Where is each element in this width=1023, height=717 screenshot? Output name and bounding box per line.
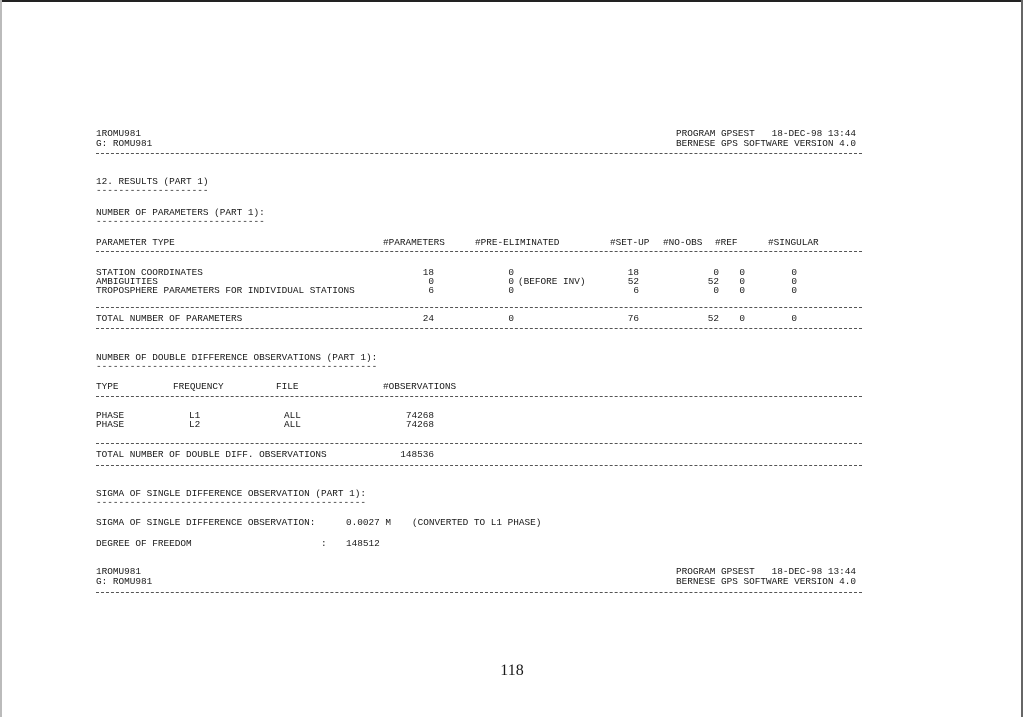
sigma-title-underline: ------------------------------------------------: [96, 497, 367, 508]
obs-total-count: 148536: [400, 449, 434, 460]
total-set-up: 76: [627, 313, 639, 324]
header-session: G: ROMU981: [96, 138, 153, 149]
footer-rule: [96, 592, 862, 593]
parameters-title-underline: ------------------------------: [96, 216, 265, 227]
footer-session: G: ROMU981: [96, 576, 153, 587]
total-parameters: 24: [422, 313, 434, 324]
row-pre-eliminated: 0: [508, 267, 514, 278]
col-set-up: #SET-UP: [610, 237, 650, 248]
col-parameters: #PARAMETERS: [383, 237, 445, 248]
section-title-underline: --------------------: [96, 185, 209, 196]
footer-job-id: 1ROMU981: [96, 566, 142, 577]
col-singular: #SINGULAR: [768, 237, 819, 248]
sigma-note: (CONVERTED TO L1 PHASE): [412, 517, 542, 528]
col-frequency: FREQUENCY: [173, 381, 224, 392]
col-file: FILE: [276, 381, 299, 392]
sigma-value: 0.0027 M: [346, 517, 392, 528]
obs-row-frequency: L1: [189, 410, 201, 421]
row-type: STATION COORDINATES: [96, 267, 203, 278]
row-type: TROPOSPHERE PARAMETERS FOR INDIVIDUAL STATIONS: [96, 285, 355, 296]
obs-row-count: 74268: [405, 419, 434, 430]
observations-total-rule-bottom: [96, 465, 862, 466]
row-ref: 0: [739, 267, 745, 278]
row-ref: 0: [739, 285, 745, 296]
total-ref: 0: [739, 313, 745, 324]
obs-row-type: PHASE: [96, 410, 125, 421]
footer-program: PROGRAM GPSEST 18-DEC-98 13:44: [676, 566, 857, 577]
row-singular: 0: [791, 267, 797, 278]
row-type: AMBIGUITIES: [96, 276, 158, 287]
observations-header-rule: [96, 396, 862, 397]
row-pre-eliminated: 0: [508, 276, 514, 287]
header-job-id: 1ROMU981: [96, 128, 142, 139]
row-set-up: 52: [627, 276, 639, 287]
header-program: PROGRAM GPSEST 18-DEC-98 13:44: [676, 128, 857, 139]
parameters-total-rule-bottom: [96, 328, 862, 329]
col-type: TYPE: [96, 381, 119, 392]
total-label: TOTAL NUMBER OF PARAMETERS: [96, 313, 243, 324]
scan-left-edge: [0, 0, 2, 717]
section-title: 12. RESULTS (PART 1): [96, 176, 209, 187]
sigma-title: SIGMA OF SINGLE DIFFERENCE OBSERVATION (PART 1):: [96, 488, 367, 499]
col-pre-eliminated: #PRE-ELIMINATED: [475, 237, 560, 248]
total-no-obs: 52: [707, 313, 719, 324]
dof-value: 148512: [346, 538, 380, 549]
row-ref: 0: [739, 276, 745, 287]
row-set-up: 6: [633, 285, 639, 296]
row-no-obs: 52: [707, 276, 719, 287]
row-singular: 0: [791, 276, 797, 287]
header-rule: [96, 153, 862, 154]
row-singular: 0: [791, 285, 797, 296]
sigma-label: SIGMA OF SINGLE DIFFERENCE OBSERVATION:: [96, 517, 316, 528]
footer-software: BERNESE GPS SOFTWARE VERSION 4.0: [676, 576, 857, 587]
parameters-title: NUMBER OF PARAMETERS (PART 1):: [96, 207, 265, 218]
row-parameters: 18: [422, 267, 434, 278]
row-pre-eliminated: 0: [508, 285, 514, 296]
obs-total-label: TOTAL NUMBER OF DOUBLE DIFF. OBSERVATIONS: [96, 449, 327, 460]
total-pre-eliminated: 0: [508, 313, 514, 324]
scan-top-edge: [0, 0, 1023, 2]
dof-separator: :: [321, 538, 327, 549]
row-no-obs: 0: [713, 285, 719, 296]
obs-row-file: ALL: [284, 410, 301, 421]
row-note: (BEFORE INV): [518, 276, 586, 287]
page-number: 118: [500, 662, 524, 679]
parameters-total-rule-top: [96, 307, 862, 308]
col-observations: #OBSERVATIONS: [383, 381, 457, 392]
obs-row-file: ALL: [284, 419, 301, 430]
dof-label: DEGREE OF FREEDOM: [96, 538, 192, 549]
col-ref: #REF: [715, 237, 738, 248]
total-singular: 0: [791, 313, 797, 324]
obs-row-frequency: L2: [189, 419, 201, 430]
col-parameter-type: PARAMETER TYPE: [96, 237, 175, 248]
parameters-header-rule: [96, 251, 862, 252]
obs-row-count: 74268: [405, 410, 434, 421]
obs-row-type: PHASE: [96, 419, 125, 430]
header-software: BERNESE GPS SOFTWARE VERSION 4.0: [676, 138, 857, 149]
observations-title: NUMBER OF DOUBLE DIFFERENCE OBSERVATIONS (PART 1):: [96, 352, 378, 363]
observations-total-rule-top: [96, 443, 862, 444]
row-no-obs: 0: [713, 267, 719, 278]
col-no-obs: #NO-OBS: [663, 237, 703, 248]
row-set-up: 18: [627, 267, 639, 278]
observations-title-underline: --------------------------------------------------: [96, 361, 378, 372]
row-parameters: 0: [428, 276, 434, 287]
row-parameters: 6: [428, 285, 434, 296]
